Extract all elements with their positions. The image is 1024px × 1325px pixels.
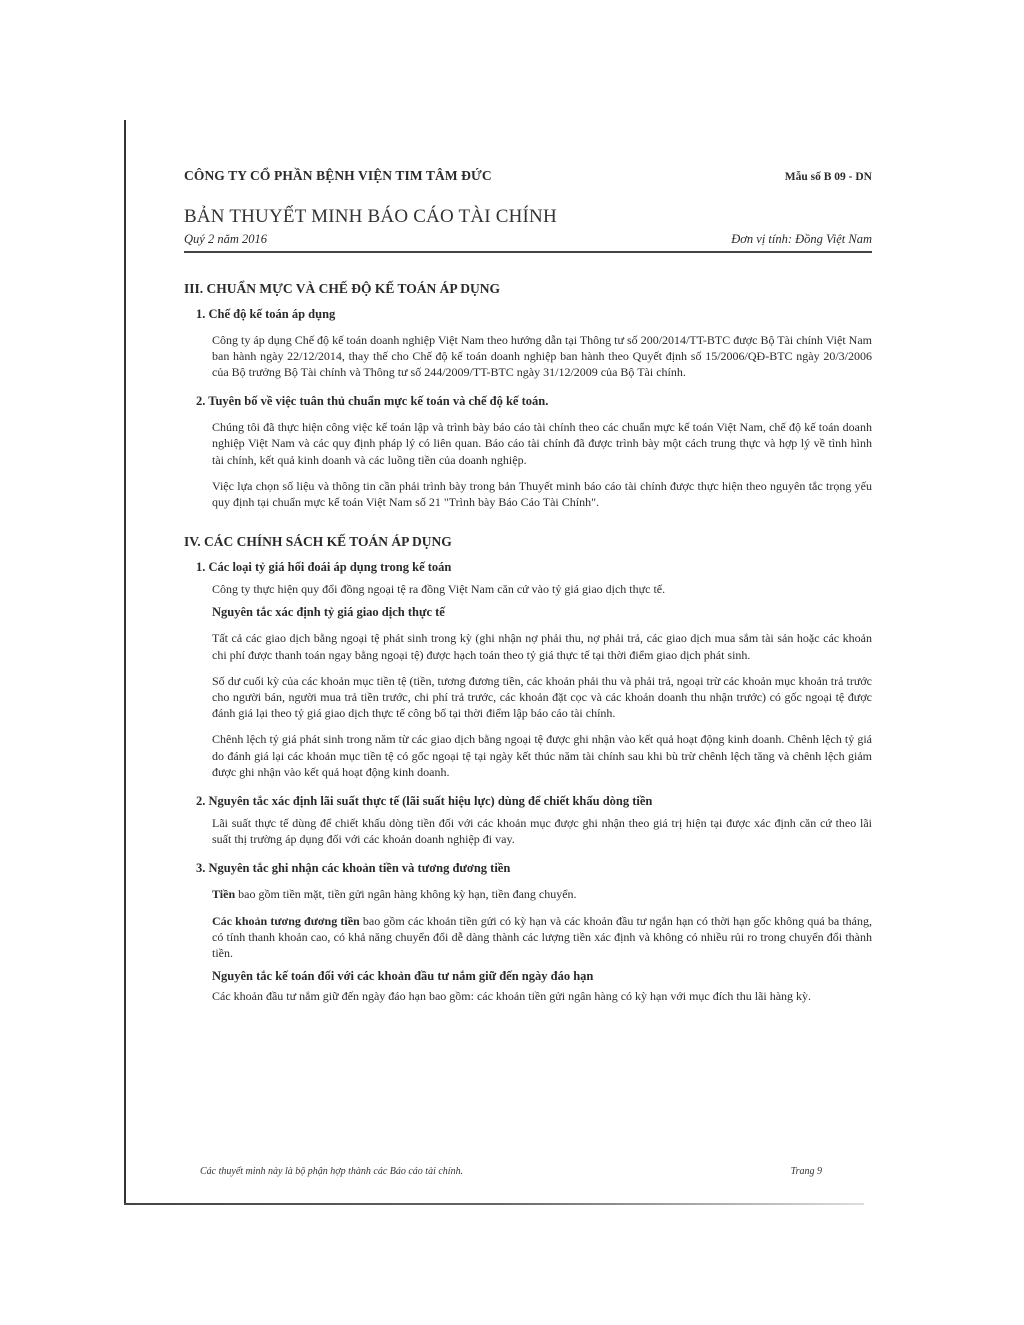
scan-border-left: [124, 120, 126, 1205]
section-4-item-3-subheading: Nguyên tắc kế toán đối với các khoản đầu tư nắm giữ đến ngày đáo hạn: [212, 969, 594, 984]
section-4-item-3-title: 3. Nguyên tắc ghi nhận các khoản tiền và tương đương tiền: [196, 861, 511, 876]
section-3-item-1-title: 1. Chế độ kế toán áp dụng: [196, 306, 336, 321]
term-cash-equivalents: Các khoản tương đương tiền: [212, 913, 360, 928]
document-title: BẢN THUYẾT MINH BÁO CÁO TÀI CHÍNH: [184, 206, 557, 227]
company-name: CÔNG TY CỔ PHẦN BỆNH VIỆN TIM TÂM ĐỨC: [184, 168, 492, 183]
section-3-item-2-paragraph-2: Việc lựa chọn số liệu và thông tin cần phải trình bày trong bản Thuyết minh báo cáo tài chính được thực hiện theo nguyên tắc trọng yếu quy định tại chuẩn mực kế toán Việt Nam số 21 "Trình bày Báo Cáo Tài Chính".: [212, 478, 872, 509]
page-number: Trang 9: [790, 1166, 822, 1177]
section-4-item-2-paragraph: Lãi suất thực tế dùng để chiết khấu dòng tiền đối với các khoản mục được ghi nhận theo giá trị hiện tại được xác định căn cứ theo lãi suất thị trường áp dụng đối với các khoản doanh nghiệp đi vay.: [212, 815, 872, 847]
page-header: [184, 168, 872, 184]
section-4-item-1-paragraph-2: Tất cả các giao dịch bằng ngoại tệ phát sinh trong kỳ (ghi nhận nợ phải thu, nợ phải trả, các giao dịch mua sắm tài sản hoặc các khoản chi phí được thanh toán ngay bằng ngoại tệ) được hạch toán theo tỷ giá thực tế tại thời điểm giao dịch phát sinh.: [212, 631, 872, 662]
section-4-item-1-subheading: Nguyên tắc xác định tỷ giá giao dịch thực tế: [212, 605, 445, 620]
section-4-item-3-paragraph-3: Các khoản đầu tư nắm giữ đến ngày đáo hạn bao gồm: các khoản tiền gửi ngân hàng có kỳ hạn với mục đích thu lãi hàng kỳ.: [212, 989, 812, 1004]
cash-definition: bao gồm tiền mặt, tiền gửi ngân hàng không kỳ hạn, tiền đang chuyển.: [235, 887, 577, 902]
section-4-item-1-title: 1. Các loại tỷ giá hối đoái áp dụng trong kế toán: [196, 560, 452, 575]
section-3-heading: III. CHUẨN MỰC VÀ CHẾ ĐỘ KẾ TOÁN ÁP DỤNG: [184, 280, 501, 296]
form-number: Mẫu số B 09 - DN: [784, 171, 872, 183]
section-4-item-3-paragraph-1: [184, 886, 872, 902]
section-4-item-3-paragraph-2: [184, 913, 872, 962]
page-footer: [200, 1166, 822, 1177]
footer-note: Các thuyết minh này là bộ phận hợp thành các Báo cáo tài chính.: [200, 1166, 464, 1177]
term-cash: Tiền: [212, 887, 236, 902]
section-3-item-2-title: 2. Tuyên bố về việc tuân thủ chuẩn mực kế toán và chế độ kế toán.: [196, 394, 549, 409]
section-4-item-1-paragraph-1: Công ty thực hiện quy đổi đồng ngoại tệ ra đồng Việt Nam căn cứ vào tỷ giá giao dịch thực tế.: [212, 582, 666, 597]
scan-border-bottom: [124, 1203, 864, 1205]
section-4-heading: IV. CÁC CHÍNH SÁCH KẾ TOÁN ÁP DỤNG: [184, 534, 452, 550]
section-3-item-2-paragraph-1: Chúng tôi đã thực hiện công việc kế toán lập và trình bày báo cáo tài chính theo các chuẩn mực kế toán Việt Nam, chế độ kế toán doanh nghiệp Việt Nam và các quy định pháp lý có liên quan. Báo cáo tài chính đã được trình bày một cách trung thực và hợp lý về tình hình tài chính, kết quả kinh doanh và các luồng tiền của doanh nghiệp.: [212, 420, 872, 467]
header-rule: [184, 251, 872, 253]
currency-unit: Đơn vị tính: Đồng Việt Nam: [731, 232, 872, 246]
report-period: Quý 2 năm 2016: [184, 232, 267, 246]
cash-equivalents-definition: bao gồm các khoản tiền gửi có kỳ hạn và các khoản đầu tư ngắn hạn có thời hạn gốc không quá ba tháng, có tính thanh khoản cao, có khả năng chuyển đổi dễ dàng thành các lượng tiền xác định và không có nhiều rủi ro trong chuyển đổi thành tiền.: [212, 913, 872, 960]
document-subheader: [184, 232, 872, 247]
section-4-item-1-paragraph-4: Chênh lệch tỷ giá phát sinh trong năm từ các giao dịch bằng ngoại tệ được ghi nhận vào kết quả hoạt động kinh doanh. Chênh lệch tỷ giá do đánh giá lại các khoản mục tiền tệ có gốc ngoại tệ tại ngày kết thúc năm tài chính sau khi bù trừ chênh lệch tăng và chênh lệch giảm được ghi nhận vào kết quả hoạt động kinh doanh.: [212, 732, 872, 779]
section-4-item-2-title: 2. Nguyên tắc xác định lãi suất thực tế (lãi suất hiệu lực) dùng để chiết khấu dòng tiền: [196, 793, 653, 808]
section-4-item-1-paragraph-3: Số dư cuối kỳ của các khoản mục tiền tệ (tiền, tương đương tiền, các khoản phải thu và phải trả, ngoại trừ các khoản mục khoản trả trước cho người bán, người mua trả tiền trước, chi phí trả trước, các khoản đặt cọc và các khoản doanh thu nhận trước) có gốc ngoại tệ được đánh giá lại theo tỷ giá giao dịch thực tế công bố tại thời điểm lập báo cáo tài chính.: [212, 673, 872, 721]
section-3-item-1-paragraph: Công ty áp dụng Chế độ kế toán doanh nghiệp Việt Nam theo hướng dẫn tại Thông tư số 200/2014/TT-BTC được Bộ Tài chính Việt Nam ban hành ngày 22/12/2014, thay thế cho Chế độ kế toán doanh nghiệp ban hành theo Quyết định số 15/2006/QĐ-BTC ngày 20/3/2006 của Bộ trưởng Bộ Tài chính và Thông tư số 244/2009/TT-BTC ngày 31/12/2009 của Bộ Tài chính.: [212, 332, 872, 379]
document-page: [184, 168, 872, 1004]
